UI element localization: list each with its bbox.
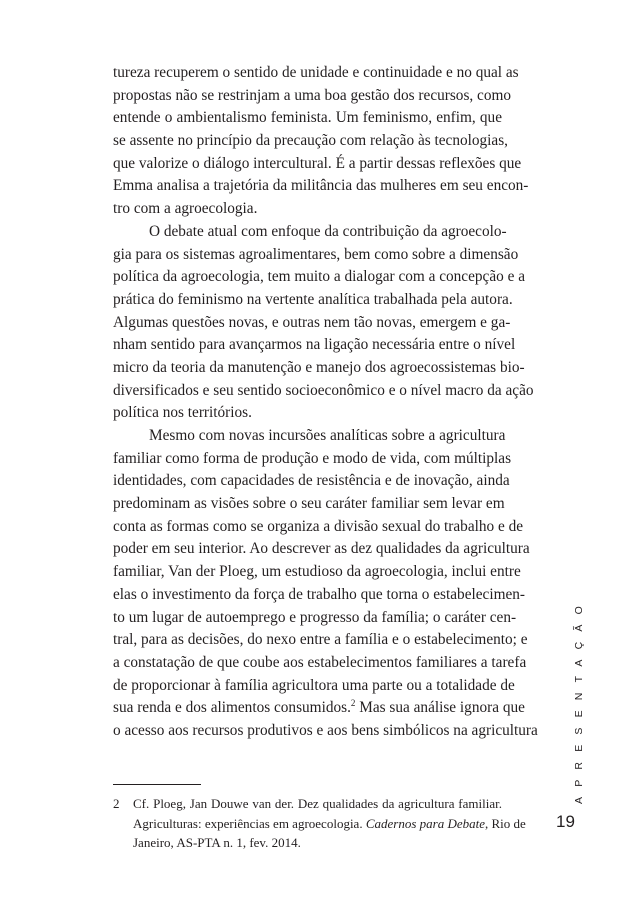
text-line: de proporcionar à família agricultora uma parte ou a totalidade de xyxy=(113,676,515,694)
text-line: política nos territórios. xyxy=(113,404,252,422)
footnote-italic-title: Cadernos para Debate xyxy=(365,815,485,831)
text-line: diversificados e seu sentido socioeconômico e o nível macro da ação xyxy=(113,381,534,399)
text-line: Emma analisa a trajetória da militância das mulheres em seu encon- xyxy=(113,177,529,195)
footnote-line: Cf. Ploeg, Jan Douwe van der. Dez qualidades da agricultura familiar. xyxy=(133,796,502,811)
text-line: familiar como forma de produção e modo de vida, com múltiplas xyxy=(113,449,512,467)
paragraph-start-line: O debate atual com enfoque da contribuição da agroecolo- xyxy=(149,222,507,240)
paragraph-start-line: Mesmo com novas incursões analíticas sobre a agricultura xyxy=(149,427,506,444)
text-line: prática do feminismo na vertente analítica trabalhada pela autora. xyxy=(113,290,513,308)
footnote-text xyxy=(133,794,526,853)
text-line: micro da teoria da manutenção e manejo dos agroecossistemas bio- xyxy=(113,358,525,376)
footnote-number: 2 xyxy=(113,796,120,811)
text-line: conta as formas como se organiza a divisão sexual do trabalho e de xyxy=(113,517,524,535)
text-line: tureza recuperem o sentido de unidade e continuidade e no qual as xyxy=(113,64,519,81)
footnote-fragment: , Rio de xyxy=(485,815,526,831)
text-line: tral, para as decisões, do nexo entre a família e o estabelecimento; e xyxy=(113,631,528,649)
text-line: entende o ambientalismo feminista. Um feminismo, enfim, que xyxy=(113,109,502,127)
text-line: que valorize o diálogo intercultural. É a partir dessas reflexões que xyxy=(113,154,522,172)
footnote-fragment: Agriculturas: experiências em agroecologia. xyxy=(133,815,366,831)
footnote-reference[interactable]: 2 xyxy=(350,698,356,709)
text-line: nham sentido para avançarmos na ligação necessária entre o nível xyxy=(113,336,516,354)
text-line: gia para os sistemas agroalimentares, bem como sobre a dimensão xyxy=(113,245,519,263)
text-line: se assente no princípio da precaução com relação às tecnologias, xyxy=(113,132,509,150)
text-line: elas o investimento da força de trabalho que torna o estabelecimen- xyxy=(113,585,526,603)
footnote-divider xyxy=(113,784,201,785)
footnote-line xyxy=(133,814,526,834)
text-fragment: sua renda e dos alimentos consumidos. xyxy=(113,699,351,717)
text-line: identidades, com capacidades de resistência e de inovação, ainda xyxy=(113,472,510,490)
page-number: 19 xyxy=(556,812,575,831)
footnote-line: Janeiro, AS-PTA n. 1, fev. 2014. xyxy=(133,835,301,850)
text-line: tro com a agroecologia. xyxy=(113,200,258,218)
text-line: predominam as visões sobre o seu caráter familiar sem levar em xyxy=(113,495,505,513)
text-line: Algumas questões novas, e outras nem tão novas, emergem e ga- xyxy=(113,313,511,331)
text-fragment: Mas sua análise ignora que xyxy=(355,699,525,717)
text-line-with-footnote-ref xyxy=(113,697,525,720)
running-head: APRESENTAÇÃO xyxy=(573,596,585,804)
body-text xyxy=(113,62,538,743)
text-line: política da agroecologia, tem muito a dialogar com a concepção e a xyxy=(113,268,525,286)
text-line: familiar, Van der Ploeg, um estudioso da agroecologia, inclui entre xyxy=(113,563,521,581)
text-line: to um lugar de autoemprego e progresso da família; o caráter cen- xyxy=(113,608,517,626)
text-line: propostas não se restrinjam a uma boa gestão dos recursos, como xyxy=(113,86,512,104)
text-line: poder em seu interior. Ao descrever as dez qualidades da agricultura xyxy=(113,540,530,558)
text-line: a constatação de que coube aos estabelecimentos familiares a tarefa xyxy=(113,653,527,671)
text-line: o acesso aos recursos produtivos e aos bens simbólicos na agricultura xyxy=(113,721,538,739)
